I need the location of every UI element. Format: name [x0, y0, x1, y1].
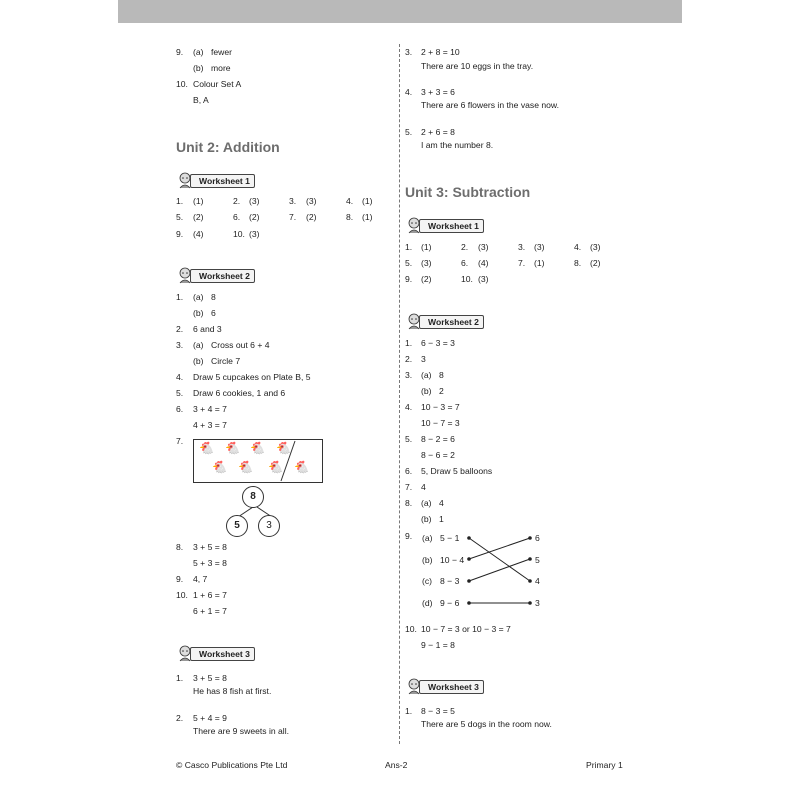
hen-icon: 🐔 [294, 460, 309, 474]
item-number: 4. [405, 87, 413, 97]
worksheet-title: Worksheet 1 [190, 174, 255, 188]
grid-number: 5. [176, 212, 184, 222]
item-text: 10 − 7 = 3 or 10 − 3 = 7 [421, 624, 511, 634]
answer-item [405, 338, 455, 348]
item-text: 2 + 6 = 8 [421, 127, 455, 137]
hen-icon: 🐔 [199, 441, 214, 455]
grid-number: 2. [233, 196, 241, 206]
answer-item [176, 436, 183, 446]
grid-number: 9. [405, 274, 413, 284]
item-text: 4 [439, 498, 444, 508]
item-text: Colour Set A [193, 79, 242, 89]
grid-number: 10. [461, 274, 473, 284]
item-text: Cross out 6 + 4 [211, 340, 270, 350]
item-text: 3 [421, 354, 426, 364]
grid-answer: (3) [421, 258, 432, 268]
grid-answer: (3) [249, 196, 260, 206]
answer-item [176, 340, 270, 350]
answer-item [176, 47, 233, 57]
grid-answer: (3) [478, 274, 489, 284]
item-text: 8 − 3 = 5 [421, 706, 455, 716]
item-number: 3. [405, 370, 413, 380]
item-number: 9. [176, 47, 184, 57]
grid-number: 3. [518, 242, 526, 252]
answer-item [176, 404, 227, 414]
answer-item [176, 713, 227, 723]
item-number: 5. [176, 388, 184, 398]
item-text: 5 − 1 [440, 533, 460, 543]
answer-item [176, 79, 242, 89]
item-text: He has 8 fish at first. [193, 686, 272, 696]
item-text: 4 [421, 482, 426, 492]
item-number: 3. [176, 340, 184, 350]
answer-item [405, 706, 455, 716]
item-number: 10. [176, 79, 188, 89]
answer-item [405, 466, 493, 476]
match-right-item: 6 [535, 533, 540, 543]
item-number: 8. [405, 498, 413, 508]
item-number: 5. [405, 434, 413, 444]
item-text: 3 + 5 = 8 [193, 542, 227, 552]
footer-page-number: Ans-2 [385, 760, 408, 770]
item-text: 1 + 6 = 7 [193, 590, 227, 600]
item-text: 6 [211, 308, 216, 318]
match-right-item: 3 [535, 598, 540, 608]
item-text: Draw 6 cookies, 1 and 6 [193, 388, 286, 398]
item-number: 1. [176, 292, 184, 302]
item-number: 1. [405, 706, 413, 716]
worksheet-title: Worksheet 2 [190, 269, 255, 283]
item-number: 9. [405, 531, 413, 541]
answer-item [176, 590, 227, 600]
item-number: 1. [405, 338, 413, 348]
answer-item [405, 354, 426, 364]
grid-number: 8. [574, 258, 582, 268]
item-part: (b) [193, 356, 204, 366]
item-text: 8 − 6 = 2 [421, 450, 455, 460]
item-part: (a) [422, 533, 433, 543]
match-left-item [422, 598, 460, 608]
answer-item [405, 498, 444, 508]
item-part: (a) [421, 498, 432, 508]
answer-item [405, 127, 455, 137]
grid-answer: (1) [362, 212, 373, 222]
item-text: 6 + 1 = 7 [193, 606, 227, 616]
grid-answer: (3) [249, 229, 260, 239]
item-part: (a) [193, 47, 204, 57]
grid-answer: (2) [306, 212, 317, 222]
item-text: 10 − 3 = 7 [421, 402, 460, 412]
item-text: 3 + 5 = 8 [193, 673, 227, 683]
item-text: 6 and 3 [193, 324, 222, 334]
item-text: There are 10 eggs in the tray. [421, 61, 534, 71]
hen-icon: 🐔 [225, 441, 240, 455]
item-text: 9 − 6 [440, 598, 460, 608]
item-text: 5 + 3 = 8 [193, 558, 227, 568]
item-number: 9. [176, 574, 184, 584]
answer-item [405, 47, 460, 57]
grid-number: 5. [405, 258, 413, 268]
item-text: 5, Draw 5 balloons [421, 466, 493, 476]
answer-item [405, 482, 426, 492]
item-number: 10. [405, 624, 417, 634]
top-bar [118, 0, 682, 23]
grid-answer: (3) [534, 242, 545, 252]
hen-icon: 🐔 [268, 460, 283, 474]
hen-icon: 🐔 [238, 460, 253, 474]
item-part: (a) [193, 292, 204, 302]
worksheet-title: Worksheet 3 [190, 647, 255, 661]
answer-item [405, 370, 444, 380]
answer-item [176, 673, 227, 683]
unit3-title: Unit 3: Subtraction [405, 184, 531, 200]
item-text: There are 5 dogs in the room now. [421, 719, 552, 729]
item-text: I am the number 8. [421, 140, 494, 150]
item-text: fewer [211, 47, 233, 57]
grid-number: 4. [574, 242, 582, 252]
item-number: 10. [176, 590, 188, 600]
grid-number: 10. [233, 229, 245, 239]
worksheet-title: Worksheet 1 [419, 219, 484, 233]
answer-item [176, 574, 208, 584]
answer-item [405, 624, 511, 634]
item-number: 1. [176, 673, 184, 683]
bond-part: 5 [226, 515, 248, 537]
item-number: 3. [405, 47, 413, 57]
answer-item [405, 87, 455, 97]
grid-answer: (4) [478, 258, 489, 268]
item-text: 6 − 3 = 3 [421, 338, 455, 348]
item-number: 2. [176, 713, 184, 723]
hen-icon: 🐔 [276, 441, 291, 455]
match-left-item [422, 555, 465, 565]
grid-number: 2. [461, 242, 469, 252]
item-number: 7. [176, 436, 184, 446]
item-text: 4, 7 [193, 574, 208, 584]
answer-item [176, 372, 311, 382]
item-part: (b) [193, 308, 204, 318]
answer-item [405, 402, 460, 412]
item-part: (d) [422, 598, 433, 608]
grid-number: 7. [518, 258, 526, 268]
item-text: 1 [439, 514, 444, 524]
worksheet-title: Worksheet 2 [419, 315, 484, 329]
item-part: (b) [421, 386, 432, 396]
item-number: 2. [405, 354, 413, 364]
item-text: 3 + 4 = 7 [193, 404, 227, 414]
item-text: Circle 7 [211, 356, 241, 366]
footer-level: Primary 1 [586, 760, 623, 770]
grid-answer: (3) [590, 242, 601, 252]
grid-answer: (2) [249, 212, 260, 222]
item-text: 8 [439, 370, 444, 380]
item-number: 4. [405, 402, 413, 412]
item-number: 8. [176, 542, 184, 552]
grid-answer: (4) [193, 229, 204, 239]
grid-number: 1. [176, 196, 184, 206]
match-right-item: 5 [535, 555, 540, 565]
grid-answer: (1) [534, 258, 545, 268]
item-text: 8 − 2 = 6 [421, 434, 455, 444]
bond-whole: 8 [242, 486, 264, 508]
match-right-item: 4 [535, 576, 540, 586]
matching-lines [460, 530, 540, 610]
item-number: 6. [405, 466, 413, 476]
item-text: more [211, 63, 231, 73]
unit2-title: Unit 2: Addition [176, 139, 280, 155]
answer-item [176, 292, 216, 302]
item-text: 2 + 8 = 10 [421, 47, 460, 57]
item-part: (b) [421, 514, 432, 524]
bond-part: 3 [258, 515, 280, 537]
item-part: (a) [193, 340, 204, 350]
item-text: 5 + 4 = 9 [193, 713, 227, 723]
item-text: 9 − 1 = 8 [421, 640, 455, 650]
grid-answer: (2) [590, 258, 601, 268]
item-number: 6. [176, 404, 184, 414]
grid-number: 6. [461, 258, 469, 268]
item-part: (a) [421, 370, 432, 380]
item-text: 4 + 3 = 7 [193, 420, 227, 430]
item-text: 8 − 3 [440, 576, 460, 586]
item-number: 7. [405, 482, 413, 492]
grid-number: 3. [289, 196, 297, 206]
item-part: (c) [422, 576, 433, 586]
match-left-item [422, 576, 460, 586]
item-text: There are 9 sweets in all. [193, 726, 290, 736]
item-number: 4. [176, 372, 184, 382]
grid-answer: (2) [421, 274, 432, 284]
answer-item [405, 434, 455, 444]
match-left-item [422, 533, 460, 543]
grid-number: 8. [346, 212, 354, 222]
item-text: 3 + 3 = 6 [421, 87, 455, 97]
item-text: 10 − 4 [440, 555, 465, 565]
hen-icon: 🐔 [250, 441, 265, 455]
answer-item [176, 542, 227, 552]
worksheet-title: Worksheet 3 [419, 680, 484, 694]
item-text: 10 − 7 = 3 [421, 418, 460, 428]
grid-number: 7. [289, 212, 297, 222]
grid-number: 4. [346, 196, 354, 206]
grid-answer: (3) [478, 242, 489, 252]
item-number: 5. [405, 127, 413, 137]
item-text: There are 6 flowers in the vase now. [421, 100, 560, 110]
grid-number: 9. [176, 229, 184, 239]
hen-icon: 🐔 [212, 460, 227, 474]
item-text: 8 [211, 292, 216, 302]
footer-copyright: © Casco Publications Pte Ltd [176, 760, 288, 770]
item-part: (b) [422, 555, 433, 565]
column-divider [399, 44, 400, 744]
answer-item [176, 324, 222, 334]
grid-number: 6. [233, 212, 241, 222]
grid-answer: (3) [306, 196, 317, 206]
item-text: B, A [193, 95, 209, 105]
grid-answer: (1) [193, 196, 204, 206]
item-part: (b) [193, 63, 204, 73]
item-number: 2. [176, 324, 184, 334]
grid-answer: (1) [421, 242, 432, 252]
grid-number: 1. [405, 242, 413, 252]
grid-answer: (2) [193, 212, 204, 222]
answer-item [176, 388, 286, 398]
grid-answer: (1) [362, 196, 373, 206]
item-text: 2 [439, 386, 444, 396]
item-text: Draw 5 cupcakes on Plate B, 5 [193, 372, 311, 382]
